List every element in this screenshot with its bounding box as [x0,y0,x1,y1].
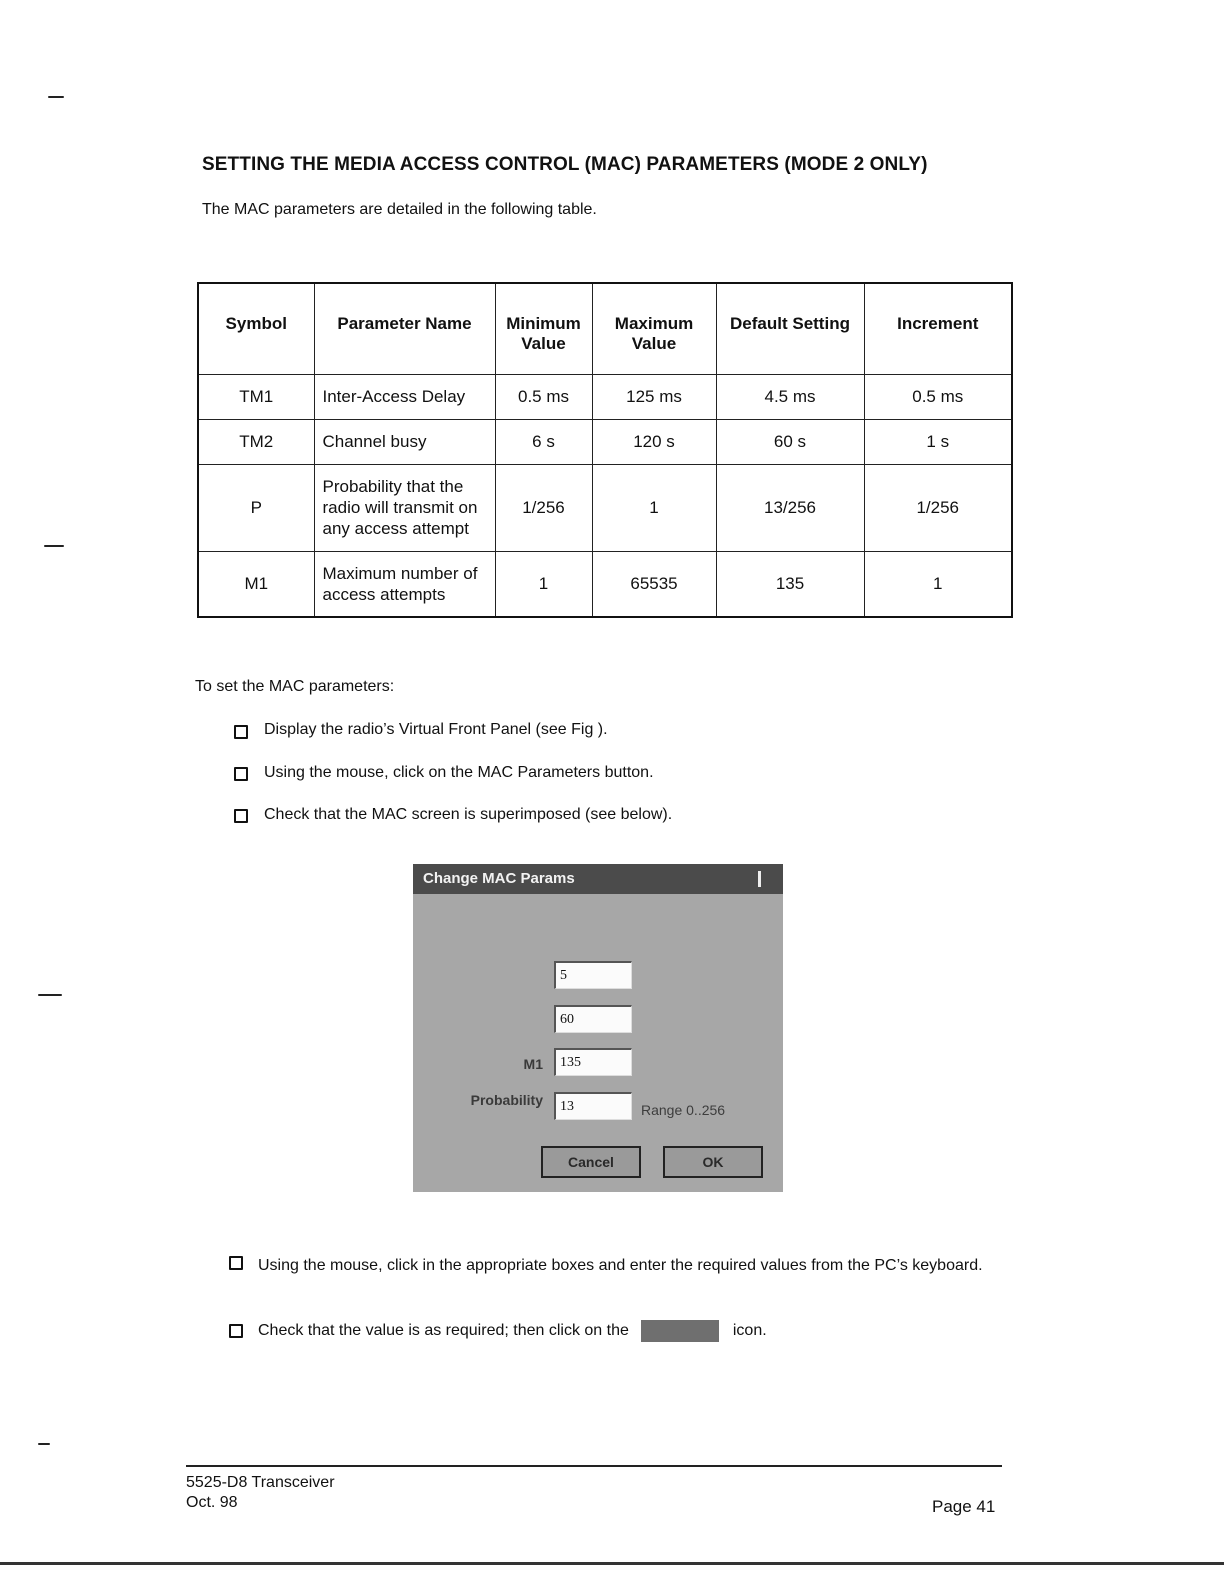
cell-increment: 1 [864,551,1012,617]
tm1-field[interactable] [554,961,632,989]
bottom-divider [0,1562,1224,1565]
cell-name: Inter-Access Delay [314,374,495,419]
table-header-row [198,283,1012,374]
table-row [198,374,1012,419]
step-text-end: icon. [732,1322,767,1340]
page-number: Page 41 [932,1497,996,1516]
cell-symbol: TM1 [198,374,314,419]
cell-default: 135 [716,551,864,617]
checkbox-bullet-icon [234,809,248,823]
section-intro: The MAC parameters are detailed in the following table. [202,201,597,218]
checkbox-bullet-icon [234,767,248,781]
apply-button-icon [641,1320,719,1342]
footer-product: 5525-D8 Transceiver [186,1474,335,1491]
col-header-minimum: Minimum Value [495,283,592,374]
cell-increment: 1/256 [864,464,1012,551]
cell-symbol: M1 [198,551,314,617]
dialog-title: Change MAC Params [413,864,783,894]
col-header-maximum: Maximum Value [592,283,716,374]
probability-label: Probability [470,1092,543,1108]
margin-mark [44,545,64,547]
table-row [198,464,1012,551]
col-header-parameter-name: Parameter Name [314,283,495,374]
col-header-symbol: Symbol [198,283,314,374]
close-icon[interactable] [758,871,761,887]
step-item: Check that the MAC screen is superimposed (see below). [264,806,673,823]
table-row [198,551,1012,617]
cell-increment: 0.5 ms [864,374,1012,419]
cell-min: 1 [495,551,592,617]
cell-min: 6 s [495,419,592,464]
cell-name: Maximum number of access attempts [314,551,495,617]
checkbox-bullet-icon [229,1256,243,1270]
cell-symbol: P [198,464,314,551]
table-row [198,419,1012,464]
cell-min: 0.5 ms [495,374,592,419]
footer-date: Oct. 98 [186,1494,238,1511]
ok-button[interactable]: OK [663,1146,763,1178]
section-heading: SETTING THE MEDIA ACCESS CONTROL (MAC) PARAMETERS (MODE 2 ONLY) [202,154,928,175]
step-text: Check that the value is as required; then click on the [258,1322,629,1340]
cell-default: 13/256 [716,464,864,551]
step-item [258,1320,767,1342]
cell-name: Channel busy [314,419,495,464]
step-item: Using the mouse, click in the appropriate boxes and enter the required values from the PC’s keyboard. [258,1257,983,1274]
m1-field[interactable] [554,1048,632,1076]
cell-default: 60 s [716,419,864,464]
cell-min: 1/256 [495,464,592,551]
cell-max: 1 [592,464,716,551]
cell-increment: 1 s [864,419,1012,464]
cell-default: 4.5 ms [716,374,864,419]
cell-max: 125 ms [592,374,716,419]
footer-left [186,1473,335,1513]
step-item: Using the mouse, click on the MAC Parameters button. [264,764,654,781]
cell-symbol: TM2 [198,419,314,464]
margin-mark [48,96,64,98]
col-header-increment: Increment [864,283,1012,374]
step-item: Display the radio’s Virtual Front Panel (see Fig ). [264,721,608,738]
probability-range: Range 0..256 [641,1102,726,1118]
checkbox-bullet-icon [234,725,248,739]
cell-max: 120 s [592,419,716,464]
margin-mark [38,1443,50,1445]
tm2-field[interactable] [554,1005,632,1033]
probability-field[interactable] [554,1092,632,1120]
cancel-button[interactable]: Cancel [541,1146,641,1178]
checkbox-bullet-icon [229,1324,243,1338]
m1-label: M1 [523,1056,543,1072]
mac-params-dialog [413,864,783,1192]
cell-name: Probability that the radio will transmit on any access attempt [314,464,495,551]
cell-max: 65535 [592,551,716,617]
margin-mark [38,994,62,996]
steps-intro: To set the MAC parameters: [195,678,395,695]
mac-parameters-table [197,282,1013,618]
footer-divider [186,1465,1002,1467]
col-header-default: Default Setting [716,283,864,374]
